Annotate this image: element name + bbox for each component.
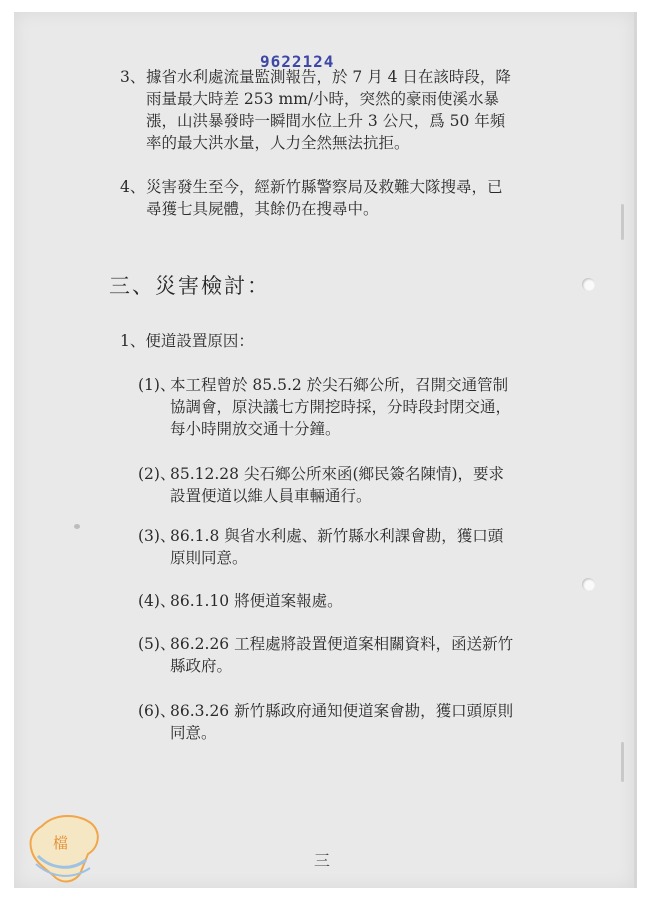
punch-hole: [582, 278, 595, 291]
text-line: 率的最大洪水量，人力全然無法抗拒。: [146, 134, 410, 152]
text-line: 縣政府。: [170, 657, 233, 675]
text-line: 漲，山洪暴發時一瞬間水位上升 3 公尺，爲 50 年頻: [146, 112, 506, 130]
sub-item-paragraph: [170, 374, 511, 440]
text-line: 同意。: [170, 724, 217, 742]
text-line: 本工程曾於 85.5.2 於尖石鄉公所，召開交通管制: [170, 376, 509, 394]
edge-mark: [621, 742, 624, 782]
document-number-stamp: 9622124: [260, 52, 335, 71]
sub-item-number: (4)、: [138, 592, 176, 610]
item-number: 4、: [120, 178, 146, 196]
text-line: 每小時開放交通十分鐘。: [170, 420, 341, 438]
text-line: 原則同意。: [170, 549, 248, 567]
sub-item-number: (6)、: [138, 702, 176, 720]
sub-item-number: (1)、: [138, 376, 176, 394]
text-line: 據省水利處流量監測報告，於 7 月 4 日在該時段，降: [146, 68, 511, 86]
logo-text: 檔: [53, 834, 69, 852]
sub-item-paragraph: [170, 463, 504, 507]
edge-mark: [621, 204, 624, 240]
text-line: 協調會，原決議七方開挖時採，分時段封閉交通，: [170, 398, 512, 416]
sub-item-paragraph: [170, 525, 503, 569]
sub-item-number: (5)、: [138, 635, 176, 653]
document-page: [14, 12, 637, 888]
sub-item-number: (2)、: [138, 465, 176, 483]
page-number: 三: [314, 851, 331, 870]
sub-item-paragraph: [170, 700, 513, 744]
sub-item-number: (3)、: [138, 527, 176, 545]
item-number: 3、: [120, 68, 146, 86]
sub-item-paragraph: [170, 633, 513, 677]
paper-smudge: [74, 524, 80, 529]
subsection-heading: 1、便道設置原因：: [120, 332, 254, 350]
punch-hole: [582, 578, 595, 591]
item-paragraph: [146, 176, 503, 220]
text-line: 85.12.28 尖石鄉公所來函(鄉民簽名陳情)，要求: [170, 465, 505, 483]
text-line: 86.3.26 新竹縣政府通知便道案會勘，獲口頭原則: [170, 702, 514, 720]
text-line: 86.1.10 將便道案報處。: [170, 592, 343, 610]
text-line: 86.2.26 工程處將設置便道案相關資料，函送新竹: [170, 635, 514, 653]
text-line: 尋獲七具屍體，其餘仍在搜尋中。: [146, 200, 379, 218]
text-line: 災害發生至今，經新竹縣警察局及救難大隊搜尋，已: [146, 178, 503, 196]
item-paragraph: [146, 66, 511, 154]
section-heading: 三、災害檢討：: [109, 274, 270, 298]
text-line: 設置便道以維人員車輛通行。: [170, 487, 372, 505]
text-line: 雨量最大時差 253 mm/小時，突然的豪雨使溪水暴: [146, 90, 500, 108]
text-line: 86.1.8 與省水利處、新竹縣水利課會勘，獲口頭: [170, 527, 504, 545]
sub-item-paragraph: [170, 590, 343, 612]
archive-logo-icon: [22, 808, 112, 892]
